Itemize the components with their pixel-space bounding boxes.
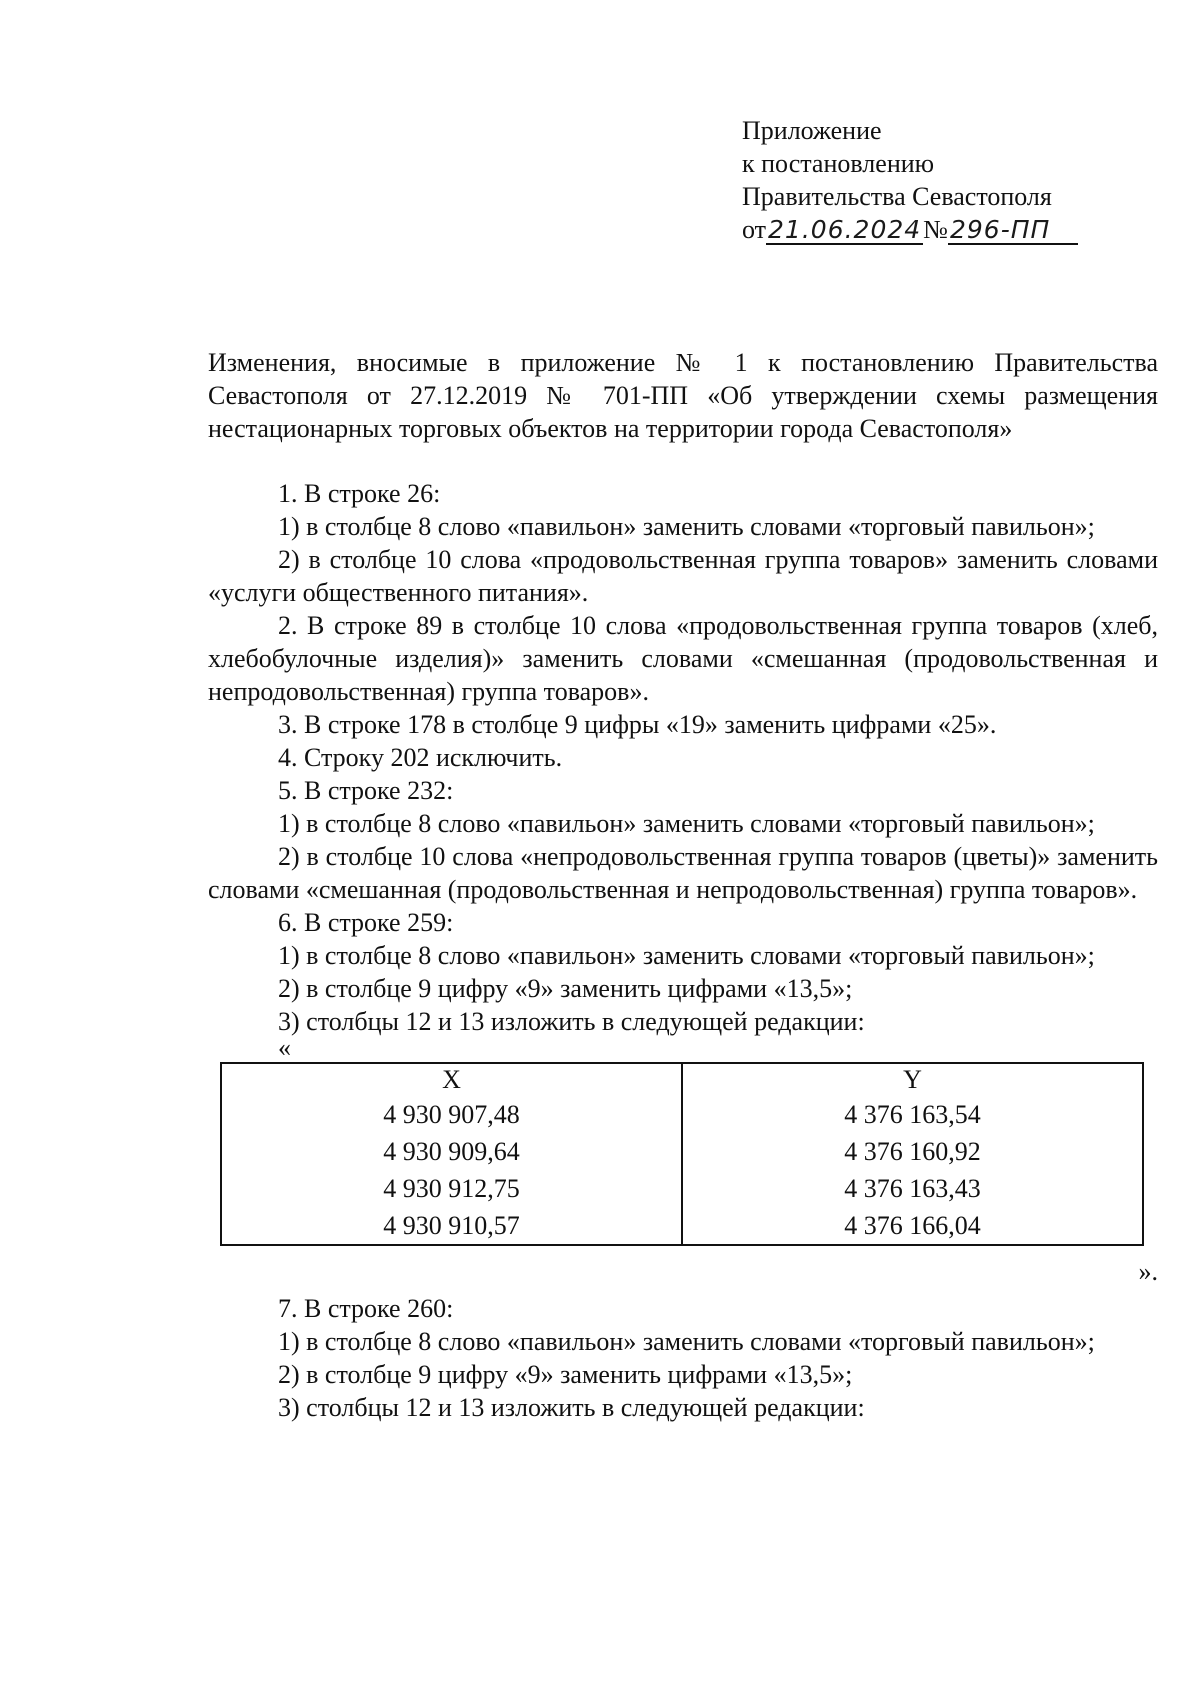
item-4: 4. Строку 202 исключить. — [278, 743, 563, 772]
table-row — [221, 1170, 1143, 1207]
item-5-1: 1) в столбце 8 слово «павильон» заменить словами «торговый павильон»; — [278, 809, 1095, 838]
document-body — [208, 477, 1158, 1424]
table-cell-x: 4 930 909,64 — [221, 1133, 682, 1170]
table-cell-x: 4 930 910,57 — [221, 1207, 682, 1245]
date-prefix: от — [742, 215, 767, 244]
table-row — [221, 1207, 1143, 1245]
item-7-3: 3) столбцы 12 и 13 изложить в следующей редакции: — [278, 1393, 865, 1422]
table-header-row — [221, 1063, 1143, 1096]
coordinates-table — [220, 1062, 1144, 1246]
table-header-x: X — [221, 1063, 682, 1096]
table-row — [221, 1133, 1143, 1170]
handwritten-date: 21.06.2024 — [768, 215, 922, 244]
table-cell-x: 4 930 912,75 — [221, 1170, 682, 1207]
item-1: 1. В строке 26: — [278, 479, 441, 508]
item-7-2: 2) в столбце 9 цифру «9» заменить цифрами «13,5»; — [278, 1360, 853, 1389]
item-2: 2. В строке 89 в столбце 10 слова «продовольственная группа товаров (хлеб, хлебобулочные изделия)» заменить словами «смешанная (продовольственная и непродовольственная) группа товаров». — [208, 611, 1158, 706]
item-3: 3. В строке 178 в столбце 9 цифры «19» заменить цифрами «25». — [278, 710, 997, 739]
item-1-2: 2) в столбце 10 слова «продовольственная группа товаров» заменить словами «услуги общественного питания». — [208, 545, 1158, 607]
appendix-ref: к постановлению — [742, 149, 935, 178]
number-prefix: № — [923, 215, 948, 244]
appendix-date-number — [742, 213, 1078, 246]
appendix-issuer: Правительства Севастополя — [742, 182, 1052, 211]
item-6: 6. В строке 259: — [278, 908, 454, 937]
item-6-3: 3) столбцы 12 и 13 изложить в следующей редакции: — [278, 1007, 865, 1036]
quote-open: « — [278, 1033, 291, 1062]
appendix-header — [742, 114, 1078, 246]
table-cell-y: 4 376 160,92 — [682, 1133, 1143, 1170]
table-cell-y: 4 376 166,04 — [682, 1207, 1143, 1245]
item-5-2: 2) в столбце 10 слова «непродовольственная группа товаров (цветы)» заменить словами «смешанная (продовольственная и непродовольственная) группа товаров». — [208, 842, 1158, 904]
item-6-2: 2) в столбце 9 цифру «9» заменить цифрами «13,5»; — [278, 974, 853, 1003]
quote-close: ». — [1138, 1257, 1158, 1286]
item-7: 7. В строке 260: — [278, 1294, 454, 1323]
item-7-1: 1) в столбце 8 слово «павильон» заменить словами «торговый павильон»; — [278, 1327, 1095, 1356]
table-cell-y: 4 376 163,54 — [682, 1096, 1143, 1133]
table-header-y: Y — [682, 1063, 1143, 1096]
table-row — [221, 1096, 1143, 1133]
item-1-1: 1) в столбце 8 слово «павильон» заменить словами «торговый павильон»; — [278, 512, 1095, 541]
handwritten-number: 296-ПП — [948, 217, 1078, 245]
table-cell-x: 4 930 907,48 — [221, 1096, 682, 1133]
table-cell-y: 4 376 163,43 — [682, 1170, 1143, 1207]
document-title: Изменения, вносимые в приложение № 1 к постановлению Правительства Севастополя от 27.12.2019 № 701-ПП «Об утверждении схемы размещения нестационарных торговых объектов на территории города Севастополя» — [208, 348, 1158, 443]
appendix-label: Приложение — [742, 116, 882, 145]
item-5: 5. В строке 232: — [278, 776, 454, 805]
item-6-1: 1) в столбце 8 слово «павильон» заменить словами «торговый павильон»; — [278, 941, 1095, 970]
